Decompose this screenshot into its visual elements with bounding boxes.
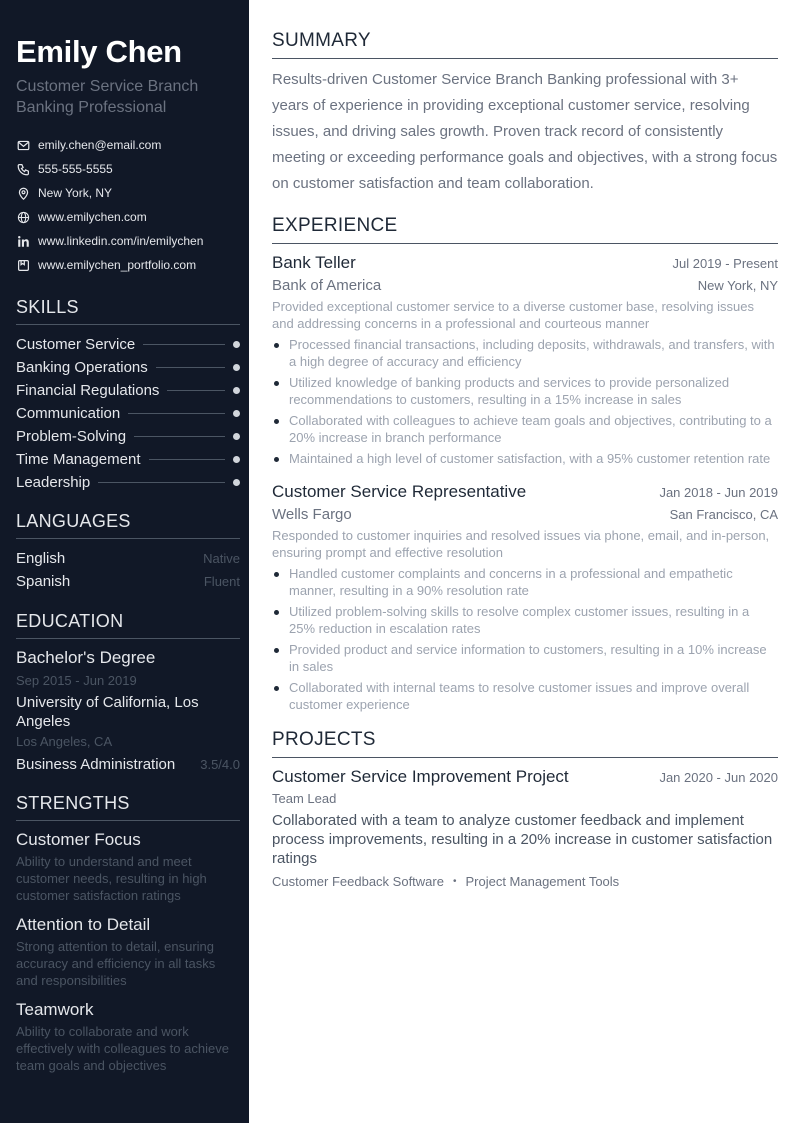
job-bullet: Collaborated with internal teams to resolve customer issues and improve overall customer experience (272, 679, 778, 713)
strength-item (16, 999, 240, 1074)
languages-list (16, 547, 240, 593)
strengths-list (16, 829, 240, 1074)
contact-linkedin[interactable] (16, 229, 240, 253)
job-title: Customer Service Representative (272, 482, 527, 501)
language-level: Fluent (203, 574, 240, 589)
language-name: Spanish (16, 573, 71, 590)
contact-linkedin-text: www.linkedin.com/in/emilychen (38, 234, 204, 248)
languages-heading: LANGUAGES (16, 511, 240, 539)
job-bullet: Utilized knowledge of banking products and services to provide personalized recommendations to customers, resulting in a 15% increase in sales (272, 374, 778, 408)
skill-divider (134, 436, 225, 437)
globe-icon (16, 210, 30, 224)
summary-text: Results-driven Customer Service Branch Banking professional with 3+ years of experience in providing exceptional customer service, resolving issues, and driving sales growth. Proven track record of consistently meeting or exceeding performance goals and objectives, with a strong focus on customer satisfaction and team collaboration. (272, 71, 778, 192)
contact-portfolio-text: www.emilychen_portfolio.com (38, 258, 197, 272)
email-icon (16, 138, 30, 152)
language-name: English (16, 550, 66, 567)
skill-item (16, 402, 240, 425)
project-dates: Jan 2020 - Jun 2020 (659, 770, 778, 785)
candidate-name: Emily Chen (16, 34, 182, 69)
contact-location (16, 181, 240, 205)
skill-dot (233, 341, 240, 348)
skill-divider (128, 413, 225, 414)
strength-title: Teamwork (16, 1000, 94, 1019)
project-header (272, 766, 778, 788)
job-description: Provided exceptional customer service to a diverse customer base, resolving issues and addressing concerns in a professional and courteous manner (272, 299, 754, 331)
job-bullet: Handled customer complaints and concerns in a professional and empathetic manner, resulting in a 90% resolution rate (272, 565, 778, 599)
education-entry (16, 647, 240, 775)
job-bullet: Provided product and service information to customers, resulting in a 10% increase in sales (272, 641, 778, 675)
main-content (272, 30, 778, 889)
contact-website[interactable] (16, 205, 240, 229)
project-description: Collaborated with a team to analyze customer feedback and implement process improvements, resulting in a 20% increase in customer satisfaction ratings (272, 812, 773, 867)
project-title: Customer Service Improvement Project (272, 767, 569, 786)
education-degree: Bachelor's Degree (16, 648, 156, 667)
job-header (272, 252, 778, 274)
contact-email-text: emily.chen@email.com (38, 138, 162, 152)
contact-website-text: www.emilychen.com (38, 210, 147, 224)
projects-heading: PROJECTS (272, 729, 778, 758)
language-item (16, 570, 240, 593)
project-entry (272, 766, 778, 889)
language-level: Native (203, 551, 240, 566)
job-location: San Francisco, CA (669, 507, 778, 522)
education-school: University of California, Los Angeles (16, 694, 199, 730)
summary-heading: SUMMARY (272, 30, 778, 59)
contact-portfolio[interactable] (16, 253, 240, 277)
skill-item (16, 425, 240, 448)
sidebar (0, 0, 249, 1123)
job-bullet: Collaborated with colleagues to achieve team goals and objectives, contributing to a 20% increase in branch performance (272, 412, 778, 446)
skill-dot (233, 410, 240, 417)
job-subheader (272, 274, 778, 296)
candidate-headline: Customer Service Branch Banking Professional (16, 78, 199, 116)
skill-label: Leadership (16, 474, 91, 491)
skill-label: Time Management (16, 451, 141, 468)
skill-dot (233, 364, 240, 371)
language-item (16, 547, 240, 570)
skill-divider (167, 390, 225, 391)
education-dates: Sep 2015 - Jun 2019 (16, 673, 137, 688)
project-tool: Project Management Tools (465, 874, 620, 889)
education-gpa: 3.5/4.0 (200, 756, 240, 772)
job-company: Bank of America (272, 277, 382, 294)
location-icon (16, 186, 30, 200)
skill-label: Communication (16, 405, 121, 422)
job-header (272, 481, 778, 503)
linkedin-icon (16, 234, 30, 248)
strength-item (16, 829, 240, 904)
job-dates: Jan 2018 - Jun 2019 (659, 485, 778, 500)
skill-label: Banking Operations (16, 359, 148, 376)
skill-item (16, 448, 240, 471)
skill-item (16, 356, 240, 379)
contact-email[interactable] (16, 133, 240, 157)
skill-divider (143, 344, 225, 345)
strengths-heading: STRENGTHS (16, 793, 240, 821)
portfolio-icon (16, 258, 30, 272)
project-tools (272, 874, 778, 889)
skill-divider (156, 367, 225, 368)
contact-phone-text: 555-555-5555 (38, 162, 113, 176)
job-entry (272, 252, 778, 467)
phone-icon (16, 162, 30, 176)
job-bullets (272, 565, 778, 713)
skill-item (16, 379, 240, 402)
skill-dot (233, 456, 240, 463)
strength-title: Attention to Detail (16, 915, 151, 934)
strength-desc: Strong attention to detail, ensuring accuracy and efficiency in all tasks and responsibilities (16, 939, 216, 988)
education-field-row (16, 753, 240, 775)
skill-item (16, 333, 240, 356)
contact-location-text: New York, NY (38, 186, 113, 200)
strength-item (16, 914, 240, 989)
strength-title: Customer Focus (16, 830, 141, 849)
job-dates: Jul 2019 - Present (672, 256, 778, 271)
skills-list (16, 333, 240, 494)
strength-desc: Ability to understand and meet customer needs, resulting in high customer satisfaction ratings (16, 854, 207, 903)
experience-heading: EXPERIENCE (272, 215, 778, 244)
education-location: Los Angeles, CA (16, 734, 113, 749)
job-bullet: Maintained a high level of customer satisfaction, with a 95% customer retention rate (272, 450, 778, 467)
skill-item (16, 471, 240, 494)
job-description: Responded to customer inquiries and resolved issues via phone, email, and in-person, ensuring prompt and effective resolution (272, 528, 770, 560)
education-heading: EDUCATION (16, 611, 240, 639)
skill-divider (98, 482, 225, 483)
contact-phone[interactable] (16, 157, 240, 181)
project-tool: Customer Feedback Software (272, 874, 444, 889)
skill-label: Financial Regulations (16, 382, 160, 399)
skill-label: Problem-Solving (16, 428, 127, 445)
skill-dot (233, 433, 240, 440)
job-bullet: Processed financial transactions, including deposits, withdrawals, and transfers, with a high degree of accuracy and efficiency (272, 336, 778, 370)
skill-dot (233, 479, 240, 486)
job-company: Wells Fargo (272, 506, 352, 523)
job-location: New York, NY (697, 278, 778, 293)
skills-heading: SKILLS (16, 297, 240, 325)
project-role: Team Lead (272, 791, 337, 806)
skill-label: Customer Service (16, 336, 136, 353)
contact-list (16, 133, 240, 277)
job-subheader (272, 503, 778, 525)
education-field: Business Administration (16, 755, 176, 773)
job-title: Bank Teller (272, 253, 356, 272)
job-bullet: Utilized problem-solving skills to resolve complex customer issues, resulting in a 25% reduction in escalation rates (272, 603, 778, 637)
skill-dot (233, 387, 240, 394)
skill-divider (149, 459, 226, 460)
job-entry (272, 481, 778, 713)
strength-desc: Ability to collaborate and work effectively with colleagues to achieve team goals and objectives (16, 1024, 229, 1073)
tool-separator: • (452, 876, 457, 887)
job-bullets (272, 336, 778, 467)
